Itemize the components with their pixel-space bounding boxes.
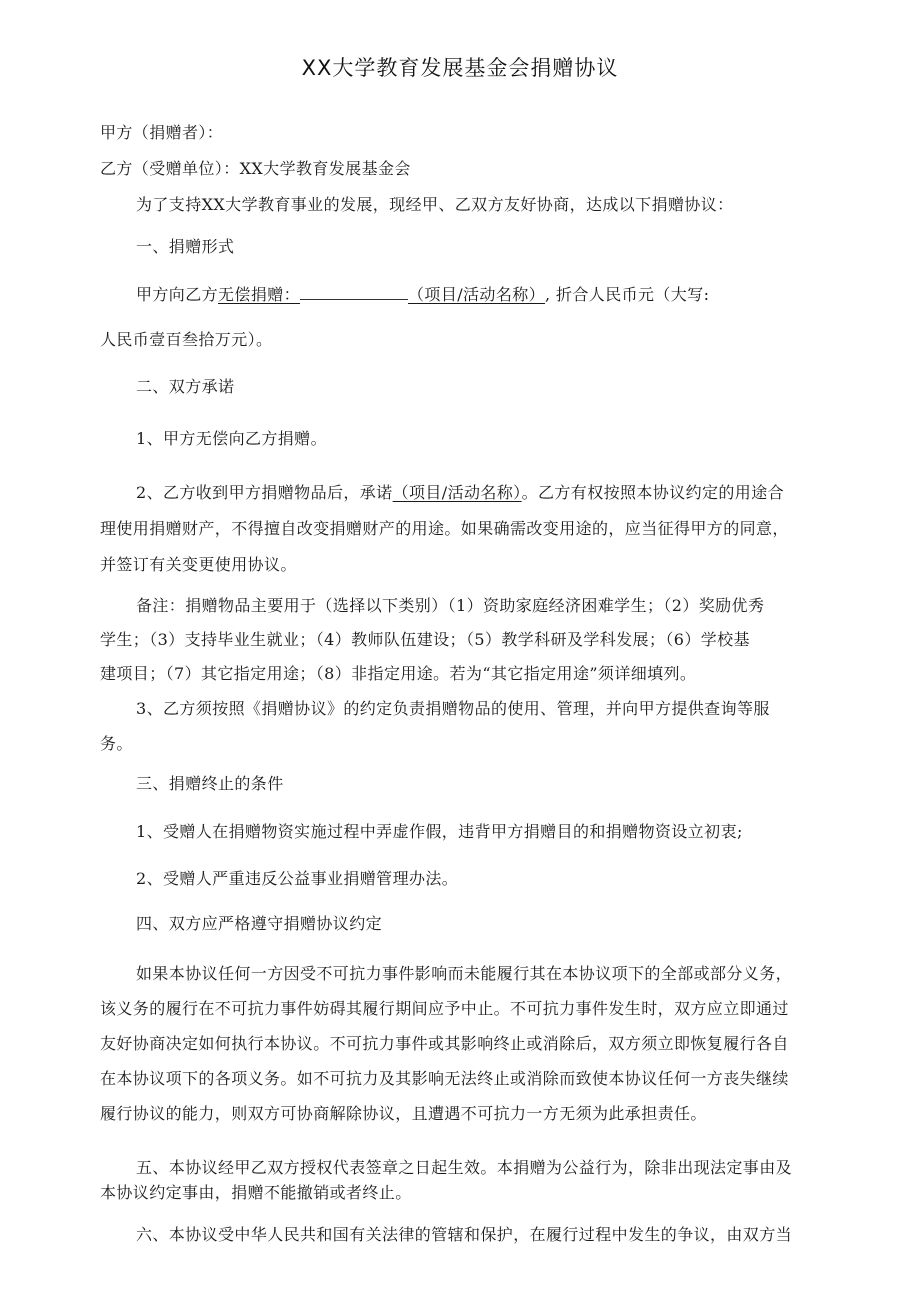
- s4-line5: 履行协议的能力，则双方可协商解除协议，且遭遇不可抗力一方无须为此承担责任。: [100, 1104, 707, 1123]
- s4-line2: 该义务的履行在不可抗力事件妨碍其履行期间应予中止。不可抗力事件发生时，双方应立即通过: [100, 999, 789, 1018]
- s1-blank: [300, 285, 408, 300]
- party-b-line: 乙方（受赠单位）：XX大学教育发展基金会: [100, 159, 411, 178]
- s2-item-2-line3: 并签订有关变更使用协议。: [100, 555, 297, 574]
- s2-item-3-line1: 3、乙方须按照《捐赠协议》的约定负责捐赠物品的使用、管理，并向甲方提供查询等服: [136, 699, 770, 718]
- s4-line1: 如果本协议任何一方因受不可抗力事件影响而未能履行其在本协议项下的全部或部分义务，: [136, 964, 793, 983]
- s1-lead: 甲方向乙方: [136, 285, 219, 304]
- s1-tail: , 折合人民币元（大写:: [545, 285, 710, 304]
- party-a-line: 甲方（捐赠者）：: [100, 123, 224, 142]
- document-title: XX大学教育发展基金会捐赠协议: [301, 56, 619, 80]
- s1-underlined: 无偿捐赠：: [218, 285, 301, 304]
- s2-item-2: [136, 483, 784, 503]
- s2-item2-tail: 。乙方有权按照本协议约定的用途合: [521, 483, 784, 502]
- s2-item2-lead: 2、乙方收到甲方捐赠物品后，承诺: [136, 483, 393, 502]
- intro-paragraph: 为了支持XX大学教育事业的发展，现经甲、乙双方友好协商，达成以下捐赠协议：: [136, 195, 734, 214]
- s2-item2-project: （项目/活动名称）: [392, 483, 522, 502]
- s4-line3: 友好协商决定如何执行本协议。不可抗力事件或其影响终止或消除后，双方须立即恢复履行各自: [100, 1034, 789, 1053]
- s3-item-2: 2、受赠人严重违反公益事业捐赠管理办法。: [136, 869, 459, 888]
- s1-project: （项目/活动名称）: [408, 285, 546, 304]
- section-1-line2: 人民币壹百叁拾万元）。: [100, 330, 273, 349]
- s2-item-1: 1、甲方无偿向乙方捐赠。: [136, 429, 327, 448]
- s6-line1: 六、本协议受中华人民共和国有关法律的管辖和保护，在履行过程中发生的争议，由双方当: [136, 1225, 793, 1244]
- s3-item-1: 1、受赠人在捐赠物资实施过程中弄虚作假，违背甲方捐赠目的和捐赠物资设立初衷;: [136, 822, 743, 841]
- section-1-paragraph: [136, 285, 709, 305]
- section-3-heading: 三、捐赠终止的条件: [136, 774, 284, 793]
- section-4-heading: 四、双方应严格遵守捐赠协议约定: [136, 914, 383, 933]
- section-1-heading: 一、捐赠形式: [136, 237, 235, 256]
- s5-line2: 本协议约定事由，捐赠不能撤销或者终止。: [100, 1183, 412, 1202]
- section-2-heading: 二、双方承诺: [136, 377, 235, 396]
- s2-note-line2: 学生；（3）支持毕业生就业；（4）教师队伍建设；（5）教学科研及学科发展；（6）学校基: [100, 630, 750, 649]
- s4-line4: 在本协议项下的各项义务。如不可抗力及其影响无法终止或消除而致使本协议任何一方丧失继续: [100, 1069, 789, 1088]
- s2-item-2-line2: 理使用捐赠财产，不得擅自改变捐赠财产的用途。如果确需改变用途的，应当征得甲方的同意，: [100, 519, 789, 538]
- s2-note-line3: 建项目；（7）其它指定用途；（8）非指定用途。若为“其它指定用途”须详细填列。: [100, 664, 697, 683]
- s2-note-line1: 备注：捐赠物品主要用于（选择以下类别）（1）资助家庭经济困难学生；（2）奖励优秀: [136, 596, 765, 615]
- s2-item-3-line2: 务。: [100, 734, 133, 753]
- s5-line1: 五、本协议经甲乙双方授权代表签章之日起生效。本捐赠为公益行为，除非出现法定事由及: [136, 1158, 793, 1177]
